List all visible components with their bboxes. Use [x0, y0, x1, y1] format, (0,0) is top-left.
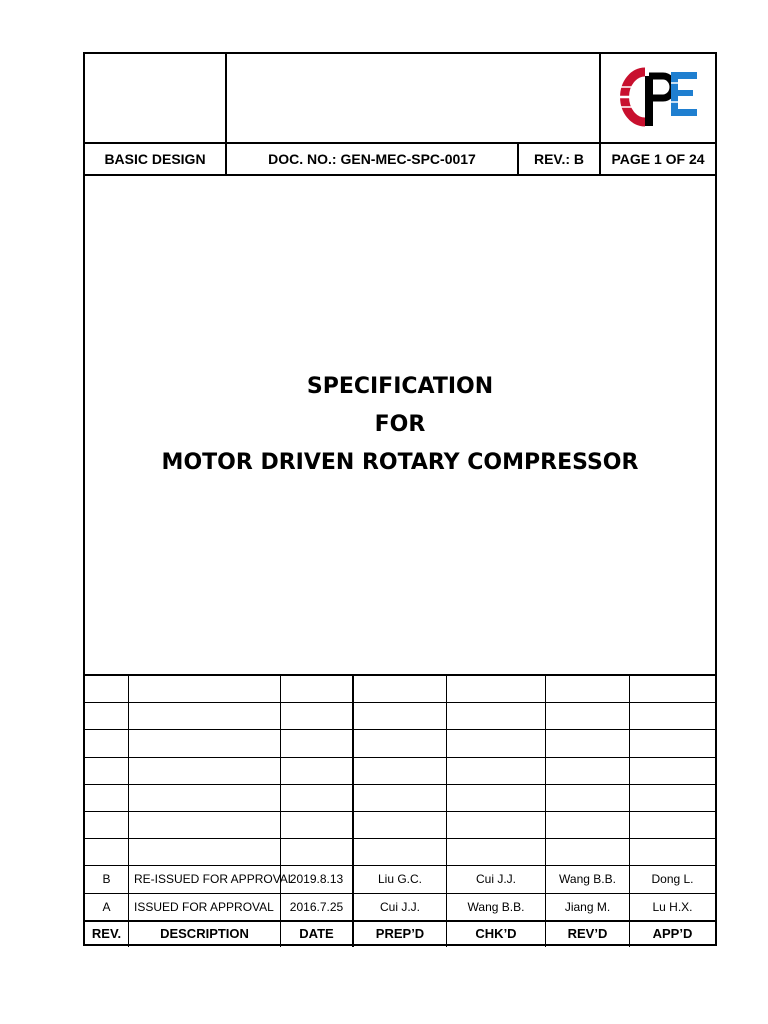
revision-empty-cell [630, 703, 715, 729]
revision-column-header: DESCRIPTION [129, 921, 281, 947]
revision-empty-cell [129, 758, 281, 784]
revision-empty-cell [85, 785, 129, 811]
revision-empty-cell [129, 703, 281, 729]
basic-design-label: BASIC DESIGN [85, 144, 227, 174]
revision-empty-cell [354, 730, 447, 756]
revision-cell: A [85, 894, 129, 920]
revision-cell: Wang B.B. [447, 894, 546, 920]
revision-empty-cell [447, 785, 546, 811]
revision-empty-cell [354, 703, 447, 729]
revision-empty-cell [85, 812, 129, 838]
revision-empty-cell [447, 676, 546, 702]
revision-empty-cell [630, 676, 715, 702]
revision-empty-cell [630, 785, 715, 811]
revision-column-header: APP’D [652, 926, 693, 942]
revision-blank-row [85, 730, 715, 757]
revision-empty-cell [354, 676, 447, 702]
revision-empty-cell [281, 703, 354, 729]
revision-empty-cell [129, 812, 281, 838]
cpe-logo-icon [615, 64, 701, 130]
revision-empty-cell [447, 703, 546, 729]
revision-column-header: DATE [281, 921, 354, 947]
revision-cell: 2016.7.25 [281, 894, 354, 920]
revision-cell: Jiang M. [546, 894, 630, 920]
revision-cell: ISSUED FOR APPROVAL [129, 894, 281, 920]
revision-empty-cell [354, 839, 447, 865]
revision-cell: Wang B.B. [546, 866, 630, 892]
revision-empty-cell [281, 758, 354, 784]
revision-empty-cell [546, 703, 630, 729]
document-number: DOC. NO.: GEN-MEC-SPC-0017 [227, 144, 519, 174]
revision-empty-cell [85, 758, 129, 784]
revision-blank-row [85, 812, 715, 839]
revision-cell: Cui J.J. [354, 894, 447, 920]
revision-empty-cell [281, 812, 354, 838]
revision-column-header: REV’D [546, 921, 630, 947]
revision-empty-cell [129, 676, 281, 702]
header-blank-left [85, 54, 227, 142]
revision-empty-cell [630, 730, 715, 756]
revision-cell: 2019.8.13 [281, 866, 354, 892]
revision-empty-cell [85, 839, 129, 865]
revision-empty-cell [630, 812, 715, 838]
revision-empty-cell [447, 730, 546, 756]
revision-empty-cell [129, 785, 281, 811]
revision-empty-cell [546, 676, 630, 702]
title-line-3: MOTOR DRIVEN ROTARY COMPRESSOR [161, 450, 639, 475]
revision-empty-cell [447, 812, 546, 838]
revision-header-row [85, 921, 715, 948]
company-logo-cell [601, 54, 715, 142]
revision-blank-row [85, 839, 715, 866]
revision-blank-row [85, 758, 715, 785]
title-line-2: FOR [374, 412, 426, 437]
revision-blank-row [85, 703, 715, 730]
revision-empty-cell [85, 730, 129, 756]
revision-empty-cell [281, 730, 354, 756]
revision-empty-cell [447, 758, 546, 784]
revision-column-header: REV. [85, 921, 129, 947]
revision-table [85, 676, 715, 944]
revision-empty-cell [281, 676, 354, 702]
header-blank-middle [227, 54, 601, 142]
revision-empty-cell [281, 785, 354, 811]
revision-cell: Cui J.J. [447, 866, 546, 892]
revision-empty-cell [630, 839, 715, 865]
revision-empty-cell [546, 839, 630, 865]
revision-row [85, 866, 715, 893]
revision-empty-cell [129, 730, 281, 756]
revision-blank-row [85, 785, 715, 812]
revision-empty-cell [354, 758, 447, 784]
revision-empty-cell [546, 785, 630, 811]
revision-empty-cell [129, 839, 281, 865]
revision-empty-cell [281, 839, 354, 865]
revision-column-header: PREP’D [354, 921, 447, 947]
page-number: PAGE 1 OF 24 [611, 151, 705, 167]
title-line-1: SPECIFICATION [306, 374, 494, 399]
document-info-row [85, 144, 715, 174]
revision-cell: B [85, 866, 129, 892]
revision-empty-cell [546, 758, 630, 784]
revision-empty-cell [447, 839, 546, 865]
title-block [85, 176, 715, 674]
revision-cell: Lu H.X. [652, 899, 693, 914]
revision-empty-cell [354, 785, 447, 811]
revision-header-divider [85, 920, 715, 922]
revision-cell: Liu G.C. [354, 866, 447, 892]
revision-label: REV.: B [519, 144, 601, 174]
revision-empty-cell [546, 730, 630, 756]
revision-empty-cell [85, 703, 129, 729]
document-sheet [83, 52, 717, 946]
revision-empty-cell [354, 812, 447, 838]
revision-cell: Dong L. [651, 872, 694, 887]
revision-empty-cell [546, 812, 630, 838]
revision-row [85, 894, 715, 921]
revision-cell: RE-ISSUED FOR APPROVAL [129, 866, 281, 892]
revision-empty-cell [630, 758, 715, 784]
revision-blank-row [85, 676, 715, 703]
revision-column-header: CHK’D [447, 921, 546, 947]
revision-empty-cell [85, 676, 129, 702]
